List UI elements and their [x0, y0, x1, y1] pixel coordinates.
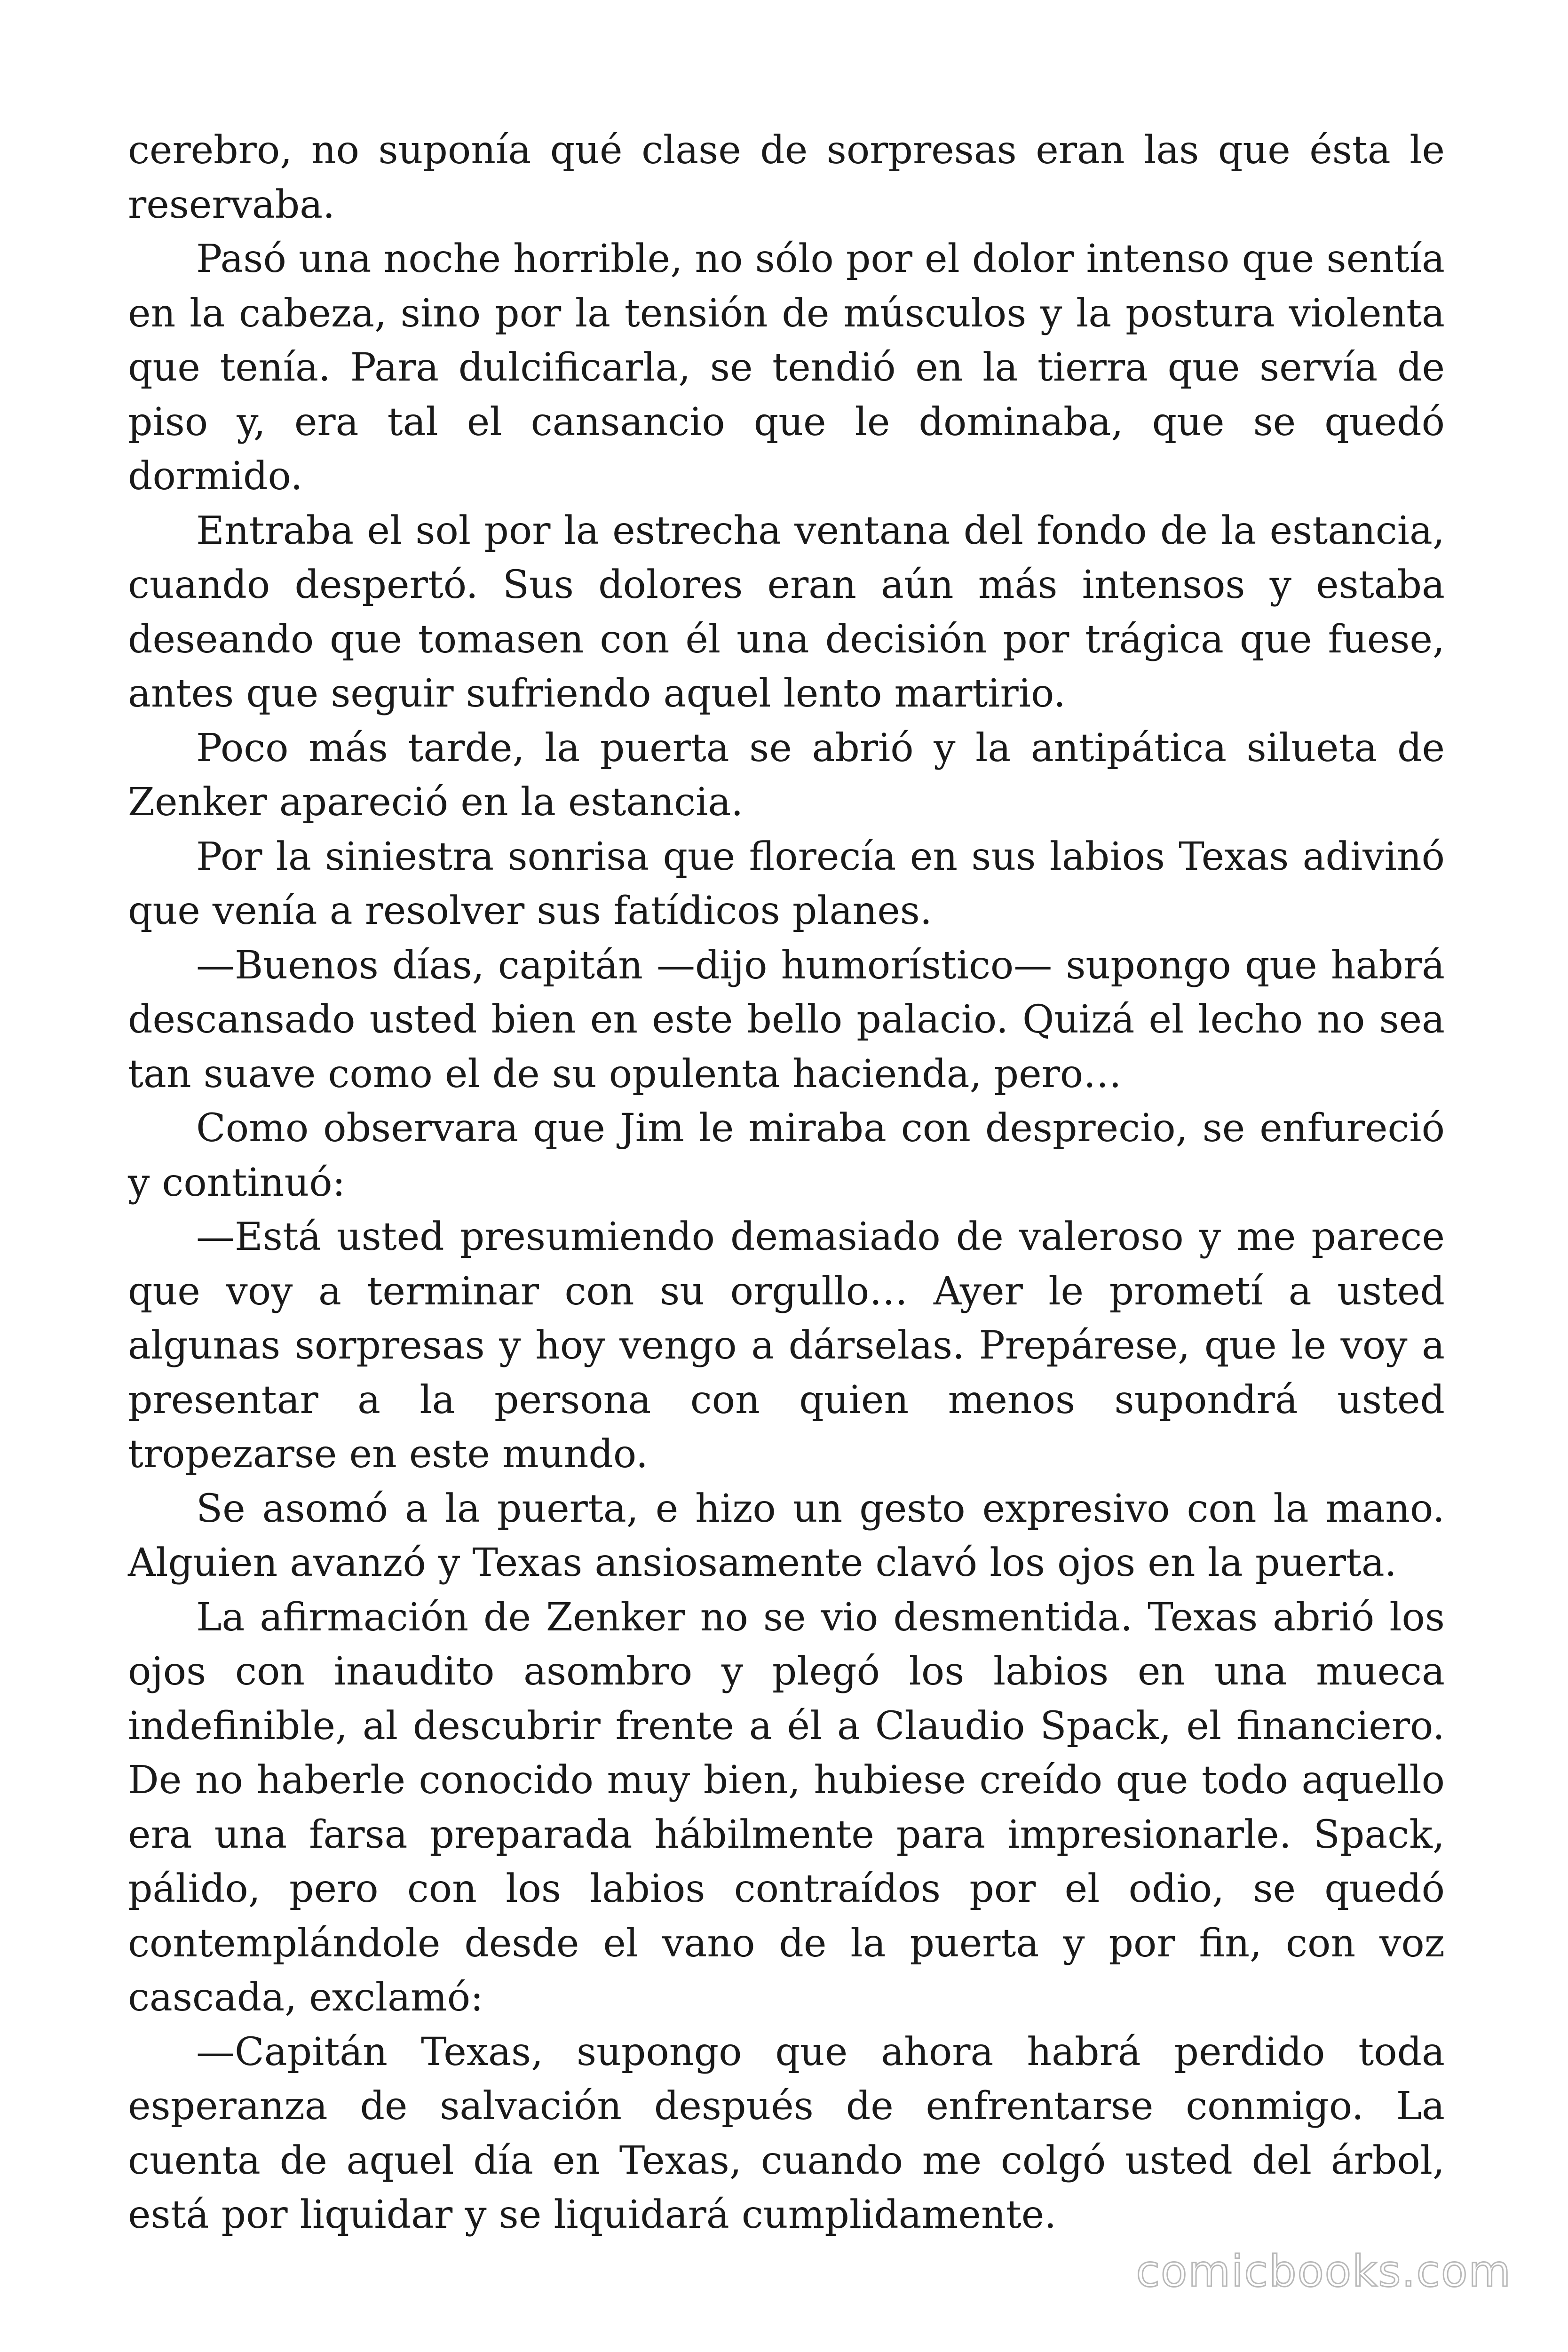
- paragraph: Se asomó a la puerta, e hizo un gesto expresivo con la mano. Alguien avanzó y Texas ansiosamente clavó los ojos en la puerta.: [128, 1486, 1445, 1585]
- paragraph: Entraba el sol por la estrecha ventana del fondo de la estancia, cuando despertó. Sus dolores eran aún más intensos y estaba deseando que tomasen con él una decisión por trágica que fuese, antes que seguir sufriendo aquel lento martirio.: [128, 508, 1445, 716]
- book-page-body: [128, 123, 1445, 2242]
- watermark: comicbooks.com: [1136, 2246, 1512, 2296]
- paragraph: —Está usted presumiendo demasiado de valeroso y me parece que voy a terminar con su orgullo… Ayer le prometí a usted algunas sorpresas y hoy vengo a dárselas. Prepárese, que le voy a presentar a la persona con quien menos supondrá usted tropezarse en este mundo.: [128, 1215, 1445, 1477]
- paragraph: Pasó una noche horrible, no sólo por el dolor intenso que sentía en la cabeza, sino por la tensión de músculos y la postura violenta que tenía. Para dulcificarla, se tendió en la tierra que servía de piso y, era tal el cansancio que le dominaba, que se quedó dormido.: [128, 237, 1445, 499]
- paragraph: —Capitán Texas, supongo que ahora habrá perdido toda esperanza de salvación después de enfrentarse conmigo. La cuenta de aquel día en Texas, cuando me colgó usted del árbol, está por liquidar y se liquidará cumplidamente.: [128, 2029, 1445, 2237]
- paragraph: cerebro, no suponía qué clase de sorpresas eran las que ésta le reservaba.: [128, 128, 1445, 227]
- paragraph: Poco más tarde, la puerta se abrió y la antipática silueta de Zenker apareció en la estancia.: [128, 725, 1445, 825]
- paragraph: La afirmación de Zenker no se vio desmentida. Texas abrió los ojos con inaudito asombro y plegó los labios en una mueca indefinible, al descubrir frente a él a Claudio Spack, el financiero. De no haberle conocido muy bien, hubiese creído que todo aquello era una farsa preparada hábilmente para impresionarle. Spack, pálido, pero con los labios contraídos por el odio, se quedó contemplándole desde el vano de la puerta y por fin, con voz cascada, exclamó:: [128, 1595, 1445, 2020]
- paragraph: Por la siniestra sonrisa que florecía en sus labios Texas adivinó que venía a resolver sus fatídicos planes.: [128, 834, 1445, 933]
- paragraph: —Buenos días, capitán —dijo humorístico— supongo que habrá descansado usted bien en este bello palacio. Quizá el lecho no sea tan suave como el de su opulenta hacienda, pero…: [128, 943, 1445, 1097]
- paragraph: Como observara que Jim le miraba con desprecio, se enfureció y continuó:: [128, 1106, 1445, 1205]
